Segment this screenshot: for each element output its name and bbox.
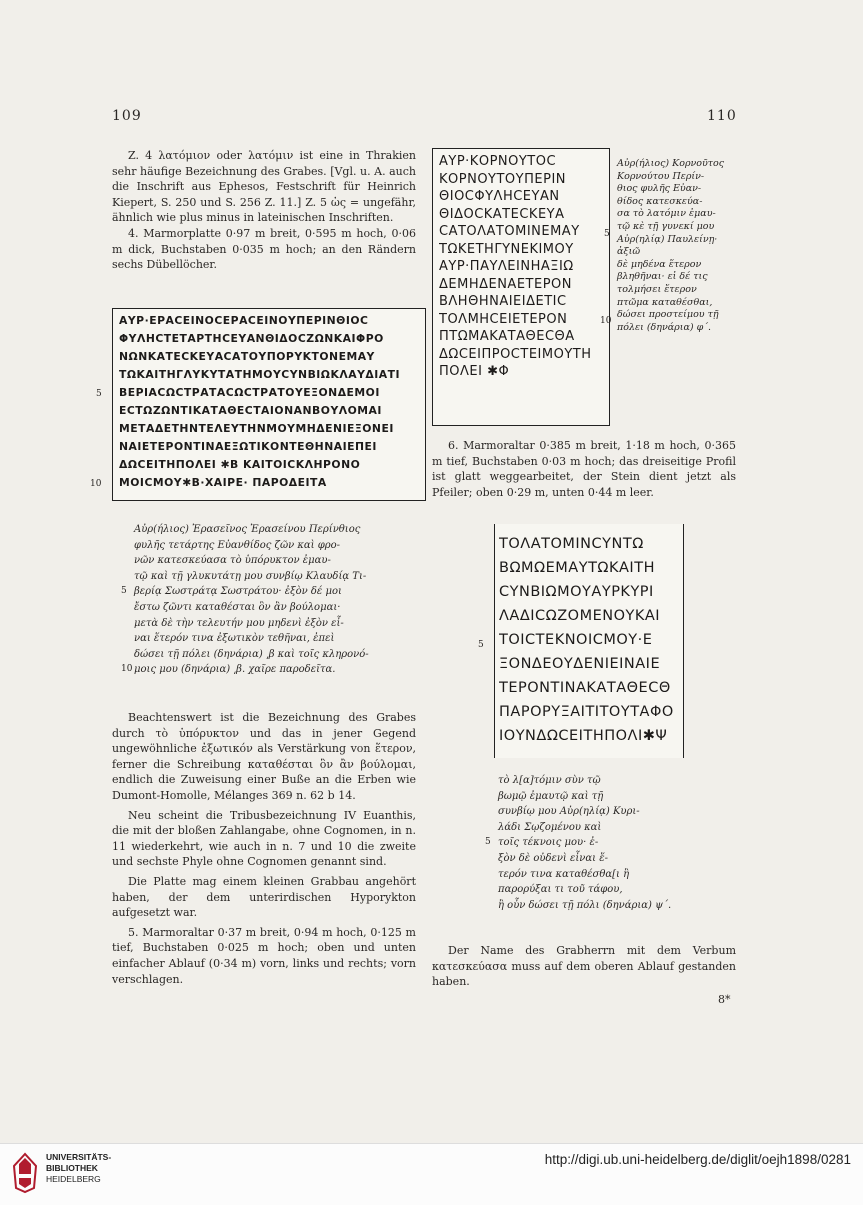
transcription-line: Κορνούτου Περίν- [617,170,705,182]
transcription-line: πόλει (δηνάρια) φ΄. [617,321,712,333]
inscription-line: ΤΩΚΕΤΗΓΥΝΕΚΙΜΟΥ [439,241,574,257]
transcription-text: τερόν τινα καταθέσθα[ι ἢ [498,868,630,880]
transcription-4 [121,522,414,678]
right-ending [432,943,736,990]
line-number: 5 [121,586,127,597]
transcription-line [498,851,738,867]
transcription-text: ἢ οὖν δώσει τῇ πόλι (δηνάρια) ψ΄. [498,899,672,911]
paragraph-c: Die Platte mag einem kleinen Grabbau angehört haben, der dem unterirdischen Hyporykton aufgesetzt war. [112,874,416,920]
transcription-line: δώσει προστείμου τῇ [617,309,719,321]
inscription-5-altar [432,148,610,426]
transcription-line [134,600,414,616]
page-number-right: 110 [707,108,737,124]
transcription-line: θίδος κατεσκεύα- [617,195,703,207]
library-logo-text[interactable] [46,1152,111,1185]
inscription-line: ΑΥΡ·ΠΑΥΛΕΙΝΗΑΞΙΩ [439,259,574,274]
transcription-line [134,631,414,647]
transcription-line [498,898,738,914]
inscription-line: ΑΥΡ·ΕΡΑCΕΙΝΟCΕΡΑCΕΙΝΟΥΠΕΡΙΝΘΙΟC [119,314,369,327]
transcription-line: τῷ κὲ τῇ γυνεκί μου [617,220,715,232]
transcription-text: φυλῆς τετάρτης Εὐανθίδος ζῶν καὶ φρο- [134,539,341,551]
transcription-line: δὲ μηδένα ἕτερον [617,258,702,270]
transcription-text: τὸ λ[α]τόμιν σὺν τῷ [498,775,601,786]
transcription-line [498,773,738,789]
inscription-line: ΝΩΝΚΑΤΕCΚΕΥΑCΑΤΟΥΠΟΡΥΚΤΟΝΕΜΑΥ [119,350,375,363]
paragraph-b: Neu scheint die Tribusbezeichnung IV Euanthis, die mit der bloßen Zahlangabe, ohne Cognomen, in n. 11 wiederkehrt, wie auch in n. 7 und 10 die zweite und sechste Phyle ohne Cognomen genannt sind. [112,808,416,869]
transcription-text: Αὐρ(ήλιος) Ἐρασεῖνος Ἐρασείνου Περίνθιος [134,524,361,535]
inscription-line: ΒΕΡΙΑCΩCΤΡΑΤΑCΩCΤΡΑΤΟΥΕΞΟΝΔΕΜΟΙ [119,386,380,399]
transcription-text: ναι ἕτερόν τινα ἐξωτικὸν τεθῆναι, ἐπεὶ [134,633,335,645]
transcription-line: σα τὸ λατόμιν ἐμαυ- [617,208,716,220]
paragraph-d: 5. Marmoraltar 0·37 m breit, 0·94 m hoch, 0·125 m tief, Buchstaben 0·025 m hoch; oben und unten einfacher Ablauf (0·34 m) vorn, links und rechts; vorn verschlagen. [112,925,416,986]
transcription-line [134,538,414,554]
transcription-6 [485,773,738,913]
logo-line-2: BIBLIOTHEK [46,1163,98,1173]
inscription-line: ΒΛΗΘΗΝΑΙΕΙΔΕΤΙC [439,294,567,309]
transcription-text: ξὸν δὲ οὐδενὶ εἶναι ἕ- [498,852,608,864]
page-number-left: 109 [112,108,142,124]
transcription-line: βληθῆναι· εἰ δέ τις [617,271,708,283]
transcription-text: μοις μου (δηνάρια) ͵β. χαῖρε παροδεῖτα. [134,664,336,676]
transcription-line: ἀξιῶ [617,246,641,258]
inscription-line: ΔΩCΕΙΤΗΠΟΛΕΙ ✱Β ΚΑΙΤΟΙCΚΛΗΡΟΝΟ [119,458,361,471]
transcription-line [121,584,414,600]
inscription-line: ΠΑΡΟΡΥΞΑΙΤΙΤΟΥΤΑΦΟ [499,704,674,720]
transcription-line [498,789,738,805]
inscription-line: ΛΑΔΙCΩΖΟΜΕΝΟΥΚΑΙ [499,608,661,624]
insc6-number-5: 5 [478,640,484,650]
inscription-line: ΠΟΛΕΙ ✱Φ [439,364,510,379]
transcription-line [134,553,414,569]
line-number: 5 [485,837,491,848]
transcription-text: βωμῷ ἐμαυτῷ καὶ τῇ [498,790,604,802]
transcription-text: δώσει τῇ πόλει (δηνάρια) ͵β καὶ τοῖς κληρονό- [134,648,369,660]
right-item6 [432,438,736,500]
inscription-line: ΞΟΝΔΕΟΥΔΕΝΙΕΙΝΑΙΕ [499,656,661,672]
left-intro [112,148,416,273]
intro-paragraph: Z. 4 λατόμιον oder λατόμιν ist eine in Thrakien sehr häufige Bezeichnung des Grabes. [Vgl. u. A. auch die Inschrift aus Ephesos, Festschrift für Heinrich Kiepert, S. 250 und S. 256 Z. 11.] Z. 5 ὡς = ungefähr, ähnlich wie plus minus in lateinischen Inschriften. [112,149,416,225]
inscription-line: CΑΤΟΛΑΤΟΜΙΝΕΜΑΥ [439,224,580,239]
inscription-line: ΘΙΔΟCΚΑΤΕCΚΕΥΑ [439,206,565,222]
insc4-number-10: 10 [90,479,102,489]
transcription-line [498,820,738,836]
transcription-line: τολμήσει ἕτερον [617,283,697,295]
inscription-line: ΘΙΟCΦΥΛΗCΕΥΑΝ [439,189,560,204]
inscription-line: ΦΥΛΗCΤΕΤΑΡΤΗCΕΥΑΝΘΙΔΟCΖΩΝΚΑΙΦΡΟ [119,332,384,345]
transcription-line [498,882,738,898]
inscription-line: ΤΟΙCΤΕΚΝΟΙCΜΟΥ·Ε [499,632,653,648]
insc5-number-10: 10 [600,316,612,326]
logo-line-3: HEIDELBERG [46,1174,101,1184]
inscription-line: ΤΕΡΟΝΤΙΝΑΚΑΤΑΘΕCΘ [499,680,671,696]
inscription-line: ΙΟΥΝΔΩCΕΙΤΗΠΟΛΙ✱Ψ [499,728,668,744]
transcription-line [134,522,414,538]
transcription-text: λάδι Σῳζομένου καὶ [498,821,602,833]
transcription-5 [617,158,724,334]
transcription-text: νῶν κατεσκεύασα τὸ ὑπόρυκτον ἐμαυ- [134,555,331,567]
inscription-line: CΥΝΒΙΩΜΟΥΑΥΡΚΥΡΙ [499,584,654,600]
item4-paragraph: 4. Marmorplatte 0·97 m breit, 0·595 m hoch, 0·06 m dick, Buchstaben 0·035 m hoch; an den Rändern sechs Dübellöcher. [112,226,416,272]
transcription-text: τῷ καὶ τῇ γλυκυτάτῃ μου συνβίῳ Κλαυδίᾳ Τι- [134,570,367,582]
paragraph-a: Beachtenswert ist die Bezeichnung des Grabes durch τὸ ὑπόρυκτον und das in jener Gegend ungewöhnliche ἐξωτικόν als Verstärkung von ἕτερον, ferner die Schreibung καταθέσται ὃν ἂν βούλομαι, endlich die Zuweisung einer Buße an die Erben wie Dumont-Homolle, Mélanges 369 n. 62 b 14. [112,711,416,802]
inscription-line: ΕCΤΩΖΩΝΤΙΚΑΤΑΘΕCΤΑΙΟΝΑΝΒΟΥΛΟΜΑΙ [119,404,382,417]
inscription-line: ΜΕΤΑΔΕΤΗΝΤΕΛΕΥΤΗΝΜΟΥΜΗΔΕΝΙΕΞΟΝΕΙ [119,422,394,435]
inscription-line: ΠΤΩΜΑΚΑΤΑΘΕCΘΑ [439,329,575,344]
transcription-line [121,662,414,678]
inscription-line: ΒΩΜΩΕΜΑΥΤΩΚΑΙΤΗ [499,560,655,576]
transcription-text: ἔστω ζῶντι καταθέσται ὃν ἂν βούλομαι· [134,601,341,613]
inscription-line: ΔΩCΕΙΠΡΟCΤΕΙΜΟΥΤΗ [439,346,592,362]
line-number: 10 [121,664,133,675]
transcription-line [134,647,414,663]
paragraph-6: 6. Marmoraltar 0·385 m breit, 1·18 m hoch, 0·365 m tief, Buchstaben 0·03 m hoch; das dreiseitige Profil ist glatt weggearbeitet, der Stein dient jetzt als Pfeiler; oben 0·29 m, unten 0·44 m leer. [432,439,736,499]
inscription-line: ΔΕΜΗΔΕΝΑΕΤΕΡΟΝ [439,276,572,292]
inscription-line: ΚΟΡΝΟΥΤΟΥΠΕΡΙΝ [439,171,566,187]
inscription-line: ΤΩΚΑΙΤΗΓΛΥΚΥΤΑΤΗΜΟΥCΥΝΒΙΩΚΛΑΥΔΙΑΤΙ [119,368,400,381]
inscription-line: ΜΟΙCΜΟΥ✱Β·ΧΑΙΡΕ· ΠΑΡΟΔΕΙΤΑ [119,476,327,489]
permalink-url[interactable]: http://digi.ub.uni-heidelberg.de/diglit/oejh1898/0281 [544,1152,851,1167]
inscription-4-slab [112,308,426,501]
logo-line-1: UNIVERSITÄTS- [46,1152,112,1162]
inscription-line: ΝΑΙΕΤΕΡΟΝΤΙΝΑΕΞΩΤΙΚΟΝΤΕΘΗΝΑΙΕΠΕΙ [119,440,377,453]
transcription-line [498,867,738,883]
transcription-line [498,804,738,820]
inscription-line: ΤΟΛΜΗCΕΙΕΤΕΡΟΝ [439,311,568,327]
transcription-line [485,835,738,851]
paragraph-end: Der Name des Grabherrn mit dem Verbum κατεσκεύασα muss auf dem oberen Ablauf gestanden haben. [432,944,736,989]
inscription-6-altar [494,524,684,758]
transcription-text: συνβίῳ μου Αὐρ(ηλίᾳ) Κυρι- [498,806,640,818]
transcription-text: τοῖς τέκνοις μου· ἐ- [498,837,599,849]
insc4-number-5: 5 [96,389,102,399]
transcription-text: μετὰ δὲ τὴν τελευτήν μου μηδενὶ ἐξὸν εἶ- [134,617,344,629]
insc5-number-5: 5 [604,229,610,239]
heidelberg-library-logo-icon [10,1152,40,1194]
transcription-line: Αὐρ(ήλιος) Κορνοῦτος [617,158,725,169]
transcription-line [134,569,414,585]
transcription-text: βερίᾳ Σωστράτᾳ Σωστράτου· ἐξὸν δέ μοι [134,586,342,598]
transcription-line: θιος φυλῆς Εὐαν- [617,183,702,195]
signature-mark: 8* [718,993,731,1006]
left-commentary [112,710,416,987]
transcription-line [134,616,414,632]
transcription-text: παρορύξαι τι τοῦ τάφου, [498,884,623,896]
transcription-line: πτῶμα καταθέσθαι, [617,296,713,308]
transcription-line: Αὐρ(ηλίᾳ) Παυλείνῃ· [617,233,718,245]
inscription-line: ΑΥΡ·ΚΟΡΝΟΥΤΟC [439,154,557,169]
inscription-line: ΤΟΛΑΤΟΜΙΝCΥΝΤΩ [499,536,644,552]
